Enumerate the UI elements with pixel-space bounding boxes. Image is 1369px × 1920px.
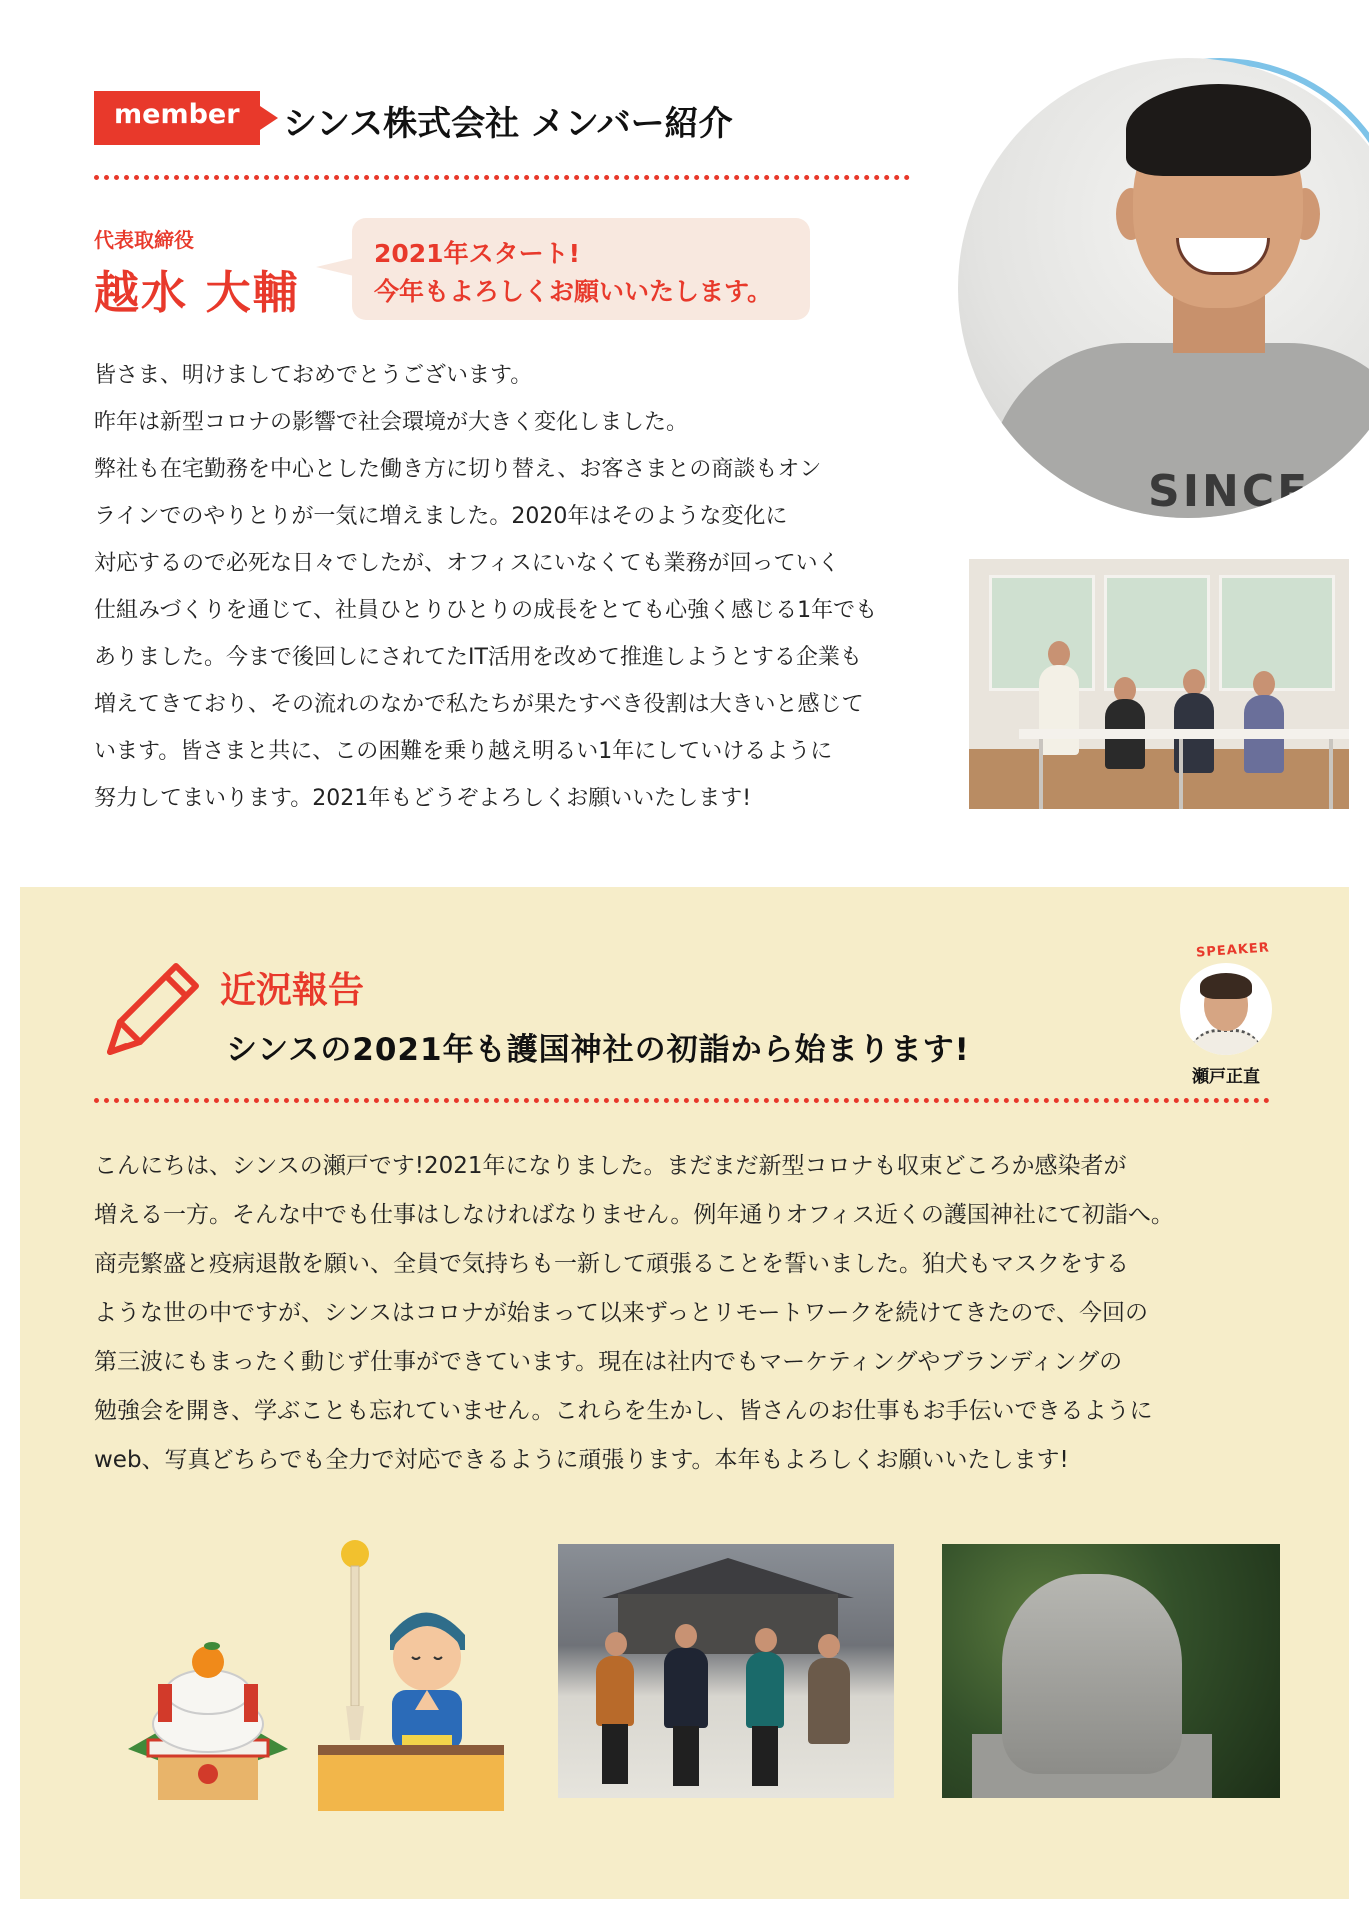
speaker-name: 瀬戸正直 [1192,1067,1260,1087]
person [808,1658,850,1744]
body-line: ラインでのやりとりが一気に増えました。2020年はそのような変化に [94,504,788,529]
body-line: 増えてきており、その流れのなかで私たちが果たすべき役割は大きいと感じて [94,692,864,717]
person-legs [673,1726,699,1786]
portrait-hair [1126,84,1311,176]
divider [94,1098,1270,1103]
body-line: 弊社も在宅勤務を中心とした働き方に切り替え、お客さまとの商談もオン [94,457,822,482]
member-tag [94,91,260,145]
team-photo [969,559,1349,809]
person-role: 代表取締役 [94,228,194,252]
body-line: 努力してまいります。2021年もどうぞよろしくお願いいたします! [94,786,752,811]
table-leg [1179,739,1183,809]
photo-table [1019,729,1349,739]
komainu-statue [1002,1574,1182,1774]
bubble-tail [316,258,354,276]
person-head [1253,671,1275,697]
speaker-avatar [1180,963,1272,1055]
portrait-shirt-text: SINCE [1148,466,1311,517]
divider [94,175,910,180]
table-leg [1329,739,1333,809]
speaker-hair [1200,973,1252,999]
person [664,1648,708,1728]
photo-floor [969,749,1349,809]
bubble-line-1: 2021年スタート! [374,239,580,268]
komainu-photo [942,1544,1280,1798]
report-body [94,1142,1334,1485]
praying-illustration [370,1595,480,1765]
kagami-mochi-illustration [128,1624,288,1804]
report-line: 増える一方。そんな中でも仕事はしなければなりません。例年通りオフィス近くの護国神社にて初詣へ。 [94,1202,1174,1228]
bubble-line-2: 今年もよろしくお願いいたします。 [374,277,773,306]
person [596,1656,634,1726]
speaker-label: SPEAKER [1195,940,1271,961]
body-line: 昨年は新型コロナの影響で社会環境が大きく変化しました。 [94,410,689,435]
section-title: シンス株式会社 メンバー紹介 [283,104,733,144]
photo-window [1219,575,1335,691]
person-name: 越水 大輔 [94,266,300,319]
railing-illustration [318,1745,504,1811]
person-head [675,1624,697,1648]
report-title: 近況報告 [220,970,365,1011]
body-line: 対応するので必死な日々でしたが、オフィスにいなくても業務が回っていく [94,551,840,576]
shrine-roof [578,1558,878,1598]
body-line: います。皆さまと共に、この困難を乗り越え明るい1年にしていけるように [94,739,833,764]
report-subtitle: シンスの2021年も護国神社の初詣から始まります! [226,1032,970,1068]
shrine-group-photo [558,1544,894,1798]
report-line: web、写真どちらでも全力で対応できるように頑張ります。本年もよろしくお願いいたします! [94,1447,1069,1473]
report-line: ような世の中ですが、シンスはコロナが始まって以来ずっとリモートワークを続けてきたので、今回の [94,1300,1148,1326]
member-body [94,352,914,822]
person [746,1652,784,1728]
table-leg [1039,739,1043,809]
greeting-bubble [352,218,810,320]
speaker-shirt [1188,1029,1264,1055]
report-line: 勉強会を開き、学ぶことも忘れていません。これらを生かし、皆さんのお仕事もお手伝いできるように [94,1398,1153,1424]
pencil-icon [96,956,206,1066]
person [1039,665,1079,755]
person-head [1048,641,1070,667]
person-head [605,1632,627,1656]
person-head [818,1634,840,1658]
body-line: 皆さま、明けましておめでとうございます。 [94,363,533,388]
person-legs [602,1724,628,1784]
person-legs [752,1726,778,1786]
person-head [1183,669,1205,695]
shrine-building [618,1594,838,1654]
person-head [755,1628,777,1652]
body-line: 仕組みづくりを通じて、社員ひとりひとりの成長をとても心強く感じる1年でも [94,598,878,623]
member-tag-arrow [260,106,278,130]
bell-rope-illustration [340,1540,370,1740]
ceo-portrait [958,58,1369,518]
body-line: ありました。今まで後回しにされてたIT活用を改めて推進しようとする企業も [94,645,862,670]
report-line: 商売繁盛と疫病退散を願い、全員で気持ちも一新して頑張ることを誓いました。狛犬もマスクをする [94,1251,1129,1277]
report-line: こんにちは、シンスの瀬戸です!2021年になりました。まだまだ新型コロナも収束どころか感染者が [94,1153,1127,1179]
member-tag-label: member [114,99,240,130]
report-line: 第三波にもまったく動じず仕事ができています。現在は社内でもマーケティングやブランディングの [94,1349,1123,1375]
